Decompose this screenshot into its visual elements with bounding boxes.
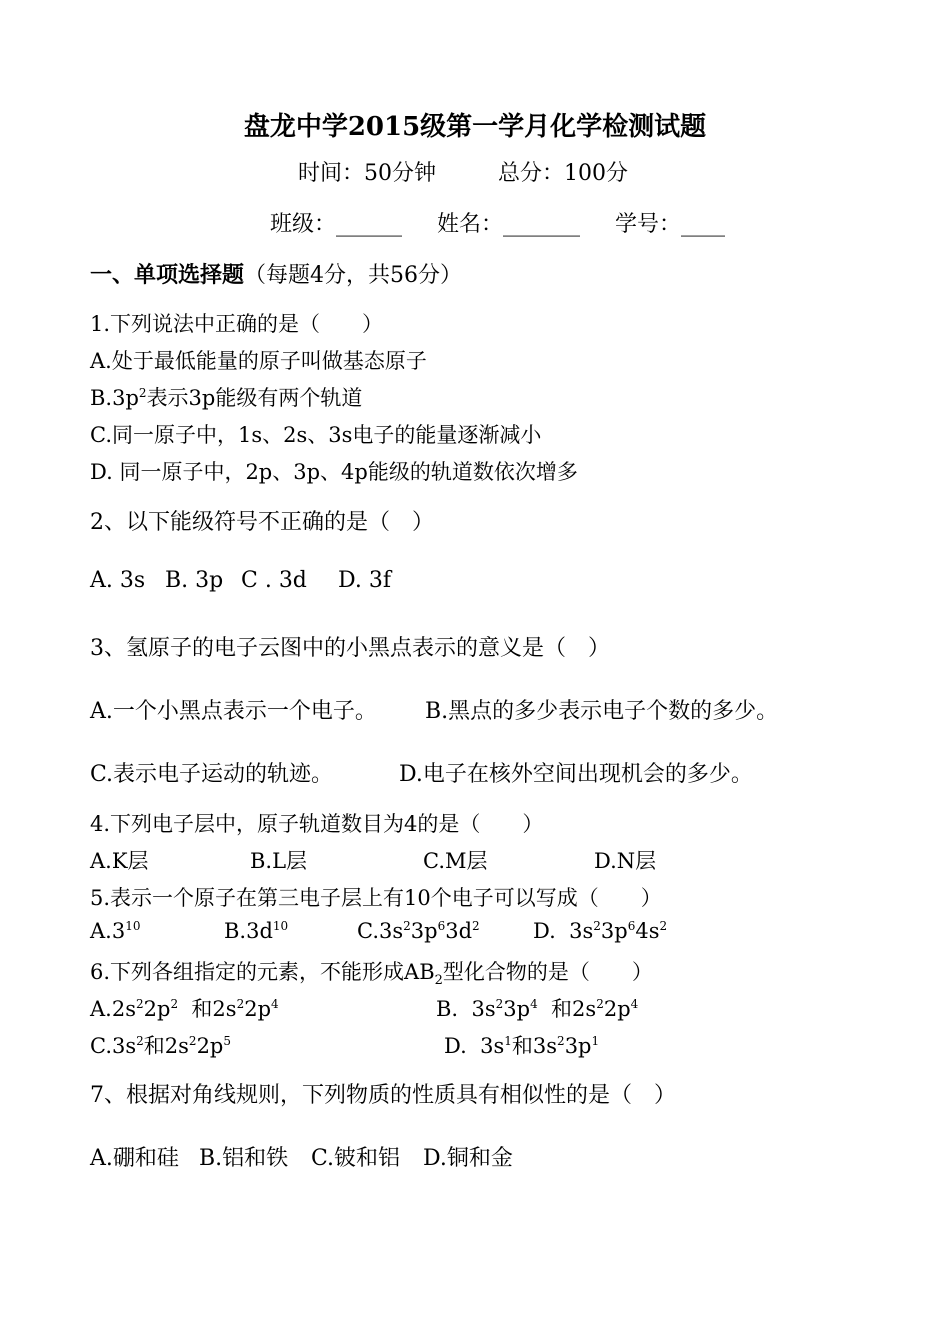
- q5-stem: 5.表示一个原子在第三电子层上有10个电子可以写成（ ）: [90, 886, 662, 910]
- section-heading: [90, 258, 462, 289]
- q1-option-d: D. 同一原子中，2p、3p、4p能级的轨道数依次增多: [90, 460, 578, 484]
- q3-option-c: C.表示电子运动的轨迹。: [90, 762, 334, 787]
- q1-option-b: $B.3p^2$表示3p能级有两个轨道: [90, 386, 363, 410]
- q2-option-d: D. 3f: [338, 568, 391, 593]
- exam-total: 总分：100分: [498, 161, 628, 186]
- q4-option-c: C.M层: [423, 849, 488, 873]
- q2-stem: 2、以下能级符号不正确的是（ ）: [90, 510, 434, 535]
- q7-option-d: D.铜和金: [423, 1146, 513, 1171]
- q3-stem: 3、氢原子的电子云图中的小黑点表示的意义是（ ）: [90, 636, 610, 661]
- q5-option-c: $C.3s^23p^63d^2$: [357, 919, 480, 943]
- q1-option-c: C.同一原子中，1s、2s、3s电子的能量逐渐减小: [90, 423, 542, 447]
- q6-option-d: D. $3s^1$和$3s^23p^1$: [444, 1034, 600, 1058]
- q2-option-a: A. 3s: [90, 568, 146, 593]
- q3-option-a: A.一个小黑点表示一个电子。: [90, 699, 377, 724]
- q6-option-a: $A.2s^22p^2$ 和$2s^22p^4$: [90, 997, 279, 1021]
- page-title: 盘龙中学2015级第一学月化学检测试题: [243, 112, 707, 142]
- q4-option-b: B.L层: [250, 849, 308, 873]
- q5-option-d: D. $3s^23p^64s^2$: [533, 919, 668, 943]
- q1-stem: 1.下列说法中正确的是（ ）: [90, 312, 384, 336]
- q7-option-b: B.铝和铁: [199, 1146, 289, 1171]
- q3-option-b: B.黑点的多少表示电子个数的多少。: [425, 699, 779, 724]
- number-field: 学号：____: [615, 212, 726, 237]
- section-note: （每题4分，共56分）: [244, 263, 463, 288]
- q2-option-c: C . 3d: [241, 568, 307, 593]
- q1-option-a: A.处于最低能量的原子叫做基态原子: [90, 349, 427, 373]
- q2-option-b: B. 3p: [165, 568, 224, 593]
- q6-option-b: B. $3s^23p^4$ 和$2s^22p^4$: [436, 997, 639, 1021]
- name-field: 姓名：_______: [437, 212, 581, 237]
- class-field: 班级：______: [270, 212, 403, 237]
- q7-option-a: A.硼和硅: [90, 1146, 179, 1171]
- q4-option-a: A.K层: [90, 849, 149, 873]
- q6-stem: 6.下列各组指定的元素，不能形成$AB_2$型化合物的是（ ）: [90, 960, 653, 989]
- q5-option-a: $A.3^{10}$: [90, 919, 141, 943]
- q4-stem: 4.下列电子层中，原子轨道数目为4的是（ ）: [90, 812, 544, 836]
- q4-option-d: D.N层: [594, 849, 657, 873]
- q7-stem: 7、根据对角线规则，下列物质的性质具有相似性的是（ ）: [90, 1083, 676, 1108]
- exam-time: 时间：50分钟: [298, 161, 436, 186]
- q3-option-d: D.电子在核外空间出现机会的多少。: [399, 762, 753, 787]
- q5-option-b: $B.3d^{10}$: [224, 919, 289, 943]
- section-title: 一、单项选择题: [90, 262, 245, 288]
- q6-option-c: $C.3s^2$和$2s^22p^5$: [90, 1034, 232, 1058]
- q7-option-c: C.铍和铝: [311, 1146, 401, 1171]
